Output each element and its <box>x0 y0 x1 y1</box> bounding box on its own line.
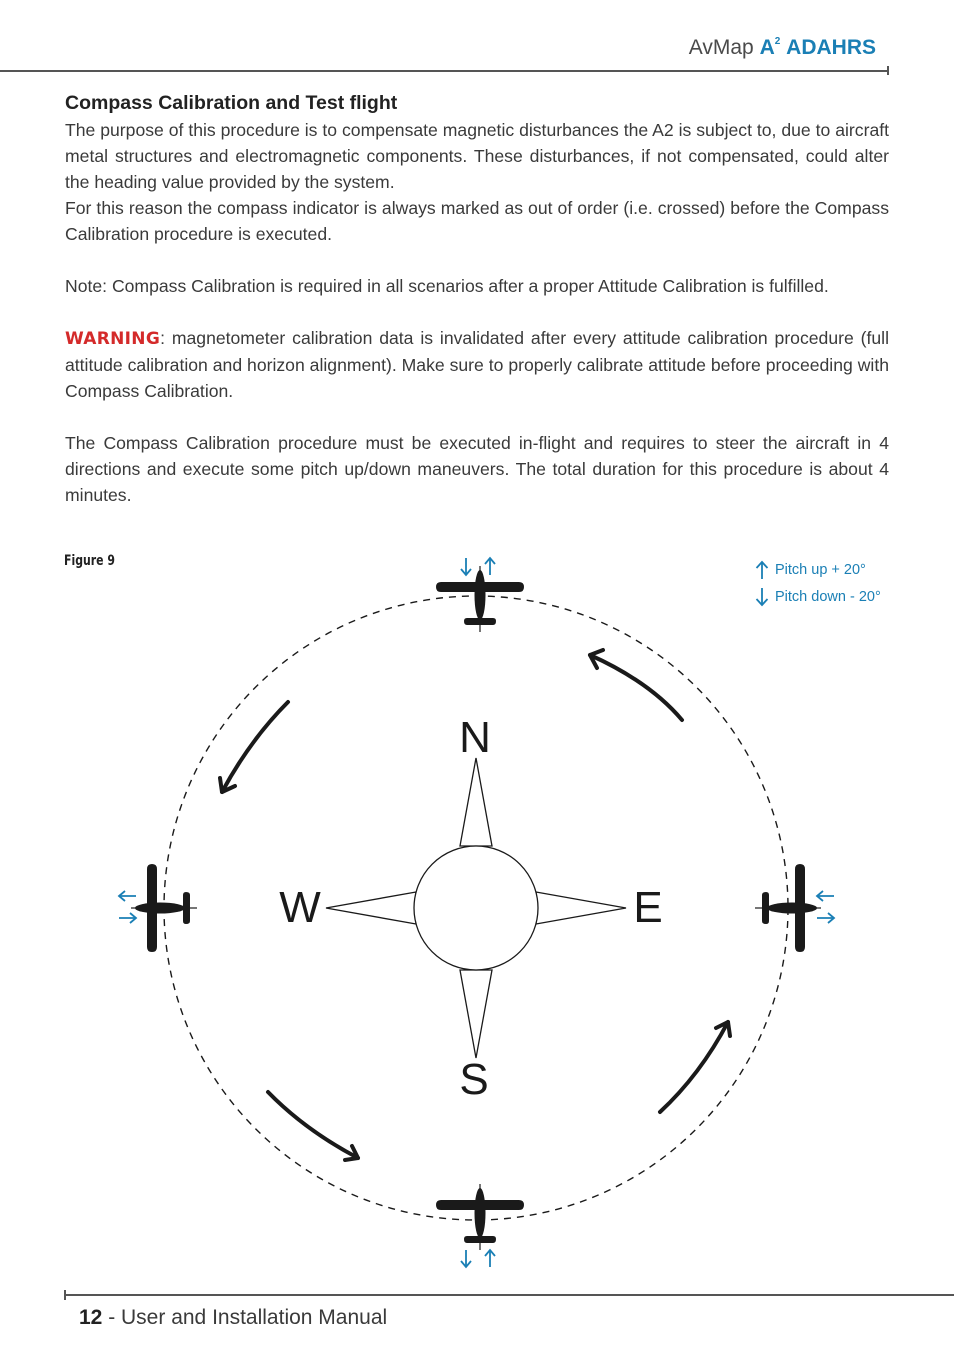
north-needle <box>460 758 492 846</box>
turn-arrow-southwest <box>268 1092 358 1158</box>
compass-center-circle <box>414 846 538 970</box>
south-needle <box>460 970 492 1058</box>
west-needle <box>326 892 416 924</box>
west-left-arrow-icon <box>119 891 136 901</box>
brand-a: $A^2$ <box>759 36 781 59</box>
page-footer <box>79 1306 387 1330</box>
compass-north-label: N <box>459 713 491 762</box>
page-number: 12 <box>79 1306 103 1329</box>
brand-product: ADAHRS <box>786 36 876 59</box>
north-pitch-down-icon <box>461 558 471 575</box>
airplane-south-icon <box>436 1184 524 1250</box>
north-pitch-up-icon <box>485 558 495 575</box>
footer-rule-tick <box>64 1290 66 1300</box>
section-content <box>65 92 889 508</box>
compass-east-label: E <box>633 883 663 932</box>
footer-text: - User and Installation Manual <box>102 1306 388 1329</box>
compass-rose <box>326 758 626 1058</box>
warning-label: WARNING <box>65 329 161 349</box>
east-needle <box>536 892 626 924</box>
brand-superscript: 2 <box>774 36 781 47</box>
procedure-paragraph: The Compass Calibration procedure must be executed in-flight and requires to steer the aircraft in 4 directions and execute some pitch up/down maneuvers. The total duration for this procedure is about 4 minutes. <box>65 433 889 505</box>
warning-paragraph <box>65 325 889 404</box>
footer-rule <box>64 1294 954 1296</box>
south-pitch-down-icon <box>461 1250 471 1267</box>
west-right-arrow-icon <box>119 913 136 923</box>
compass-calibration-diagram <box>0 540 954 1280</box>
note-paragraph: Note: Compass Calibration is required in all scenarios after a proper Attitude Calibration is fulfilled. <box>65 276 829 296</box>
intro-paragraph: The purpose of this procedure is to compensate magnetic disturbances the A2 is subject to, due to aircraft metal structures and electromagnetic components. These disturbances, if not compensated, could alter the heading value provided by the system. <box>65 120 889 192</box>
compass-west-label: W <box>279 883 321 932</box>
warning-text: : magnetometer calibration data is invalidated after every attitude calibration procedure (full attitude calibration and horizon alignment). Make sure to properly calibrate attitude before proceeding with Compass Calibration. <box>65 328 889 401</box>
header-brand <box>689 36 876 60</box>
compass-south-label: S <box>459 1055 489 1104</box>
crossed-indicator-paragraph: For this reason the compass indicator is always marked as out of order (i.e. crossed) before the Compass Calibration procedure is executed. <box>65 198 889 244</box>
turn-arrow-northeast <box>590 655 682 720</box>
brand-prefix: AvMap <box>688 36 754 59</box>
south-pitch-up-icon <box>485 1250 495 1267</box>
figure-label: Figure 9 <box>64 553 115 569</box>
airplane-east-icon <box>755 864 821 952</box>
header-rule <box>0 70 889 72</box>
airplane-north-icon <box>436 566 524 632</box>
legend-pitch-up-label: Pitch up + 20° <box>775 561 866 578</box>
airplane-west-icon <box>131 864 197 952</box>
section-title: Compass Calibration and Test flight <box>65 92 398 114</box>
header-rule-tick <box>887 66 889 75</box>
east-left-arrow-icon <box>817 891 834 901</box>
turn-arrow-northwest <box>222 702 288 792</box>
legend-pitch-down-label: Pitch down - 20° <box>775 588 881 605</box>
east-right-arrow-icon <box>817 913 834 923</box>
turn-arrow-southeast <box>660 1022 728 1112</box>
